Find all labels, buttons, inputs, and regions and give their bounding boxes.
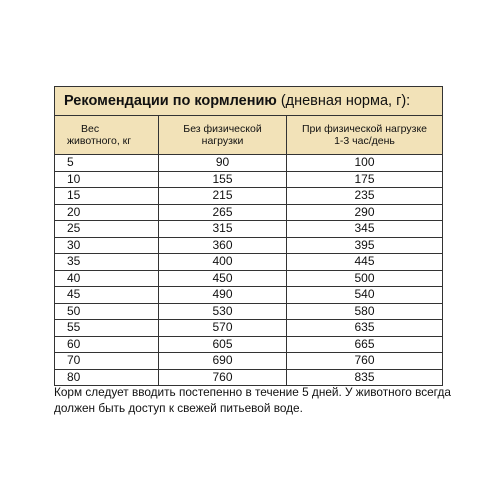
- table-row: [55, 254, 443, 271]
- column-header-activity: [287, 116, 443, 155]
- table-row: [55, 320, 443, 337]
- cell-activity: 100: [287, 155, 443, 172]
- table-row: [55, 155, 443, 172]
- cell-activity: 835: [287, 369, 443, 386]
- cell-activity: 395: [287, 237, 443, 254]
- table-title-bold: Рекомендации по кормлению: [64, 93, 277, 109]
- table-title: [55, 87, 443, 116]
- cell-no-activity: 690: [159, 353, 287, 370]
- table-row: [55, 221, 443, 238]
- column-header-no-activity-line2: нагрузки: [201, 135, 244, 147]
- cell-weight: 80: [55, 369, 159, 386]
- cell-activity: 760: [287, 353, 443, 370]
- table-row: [55, 188, 443, 205]
- table-row: [55, 171, 443, 188]
- cell-no-activity: 570: [159, 320, 287, 337]
- cell-no-activity: 400: [159, 254, 287, 271]
- cell-activity: 500: [287, 270, 443, 287]
- cell-activity: 540: [287, 287, 443, 304]
- cell-no-activity: 265: [159, 204, 287, 221]
- cell-activity: 175: [287, 171, 443, 188]
- table-row: [55, 353, 443, 370]
- feeding-note: Корм следует вводить постепенно в течение 5 дней. У животного всегда должен быть доступ к свежей питьевой воде.: [54, 385, 451, 415]
- cell-weight: 55: [55, 320, 159, 337]
- cell-weight: 20: [55, 204, 159, 221]
- cell-activity: 445: [287, 254, 443, 271]
- cell-weight: 15: [55, 188, 159, 205]
- feeding-recommendations-table: [54, 86, 443, 386]
- table-row: [55, 336, 443, 353]
- table-row: [55, 270, 443, 287]
- cell-weight: 70: [55, 353, 159, 370]
- cell-weight: 45: [55, 287, 159, 304]
- table-row: [55, 287, 443, 304]
- cell-weight: 30: [55, 237, 159, 254]
- cell-activity: 345: [287, 221, 443, 238]
- table-title-row: [55, 87, 443, 116]
- cell-activity: 665: [287, 336, 443, 353]
- table-title-suffix: (дневная норма, г):: [276, 93, 411, 109]
- cell-no-activity: 450: [159, 270, 287, 287]
- column-header-no-activity-line1: Без физической: [183, 123, 262, 135]
- cell-no-activity: 530: [159, 303, 287, 320]
- column-header-weight-line1: Вес: [81, 123, 100, 135]
- column-header-activity-line1: При физической нагрузке: [301, 123, 428, 135]
- table-row: [55, 204, 443, 221]
- feeding-table-container: [54, 86, 442, 386]
- cell-weight: 10: [55, 171, 159, 188]
- table-body: [55, 155, 443, 386]
- cell-activity: 580: [287, 303, 443, 320]
- cell-weight: 25: [55, 221, 159, 238]
- cell-no-activity: 490: [159, 287, 287, 304]
- column-header-weight: [55, 116, 159, 155]
- column-header-no-activity: [159, 116, 287, 155]
- table-row: [55, 237, 443, 254]
- cell-no-activity: 315: [159, 221, 287, 238]
- table-row: [55, 303, 443, 320]
- table-header-row: [55, 116, 443, 155]
- cell-no-activity: 360: [159, 237, 287, 254]
- cell-weight: 35: [55, 254, 159, 271]
- column-header-weight-line2: животного, кг: [67, 135, 132, 147]
- cell-no-activity: 215: [159, 188, 287, 205]
- cell-activity: 635: [287, 320, 443, 337]
- cell-no-activity: 760: [159, 369, 287, 386]
- column-header-activity-line2: 1-3 час/день: [334, 135, 395, 147]
- cell-weight: 50: [55, 303, 159, 320]
- cell-weight: 60: [55, 336, 159, 353]
- cell-activity: 235: [287, 188, 443, 205]
- cell-weight: 5: [55, 155, 159, 172]
- cell-no-activity: 90: [159, 155, 287, 172]
- cell-activity: 290: [287, 204, 443, 221]
- cell-no-activity: 605: [159, 336, 287, 353]
- cell-weight: 40: [55, 270, 159, 287]
- cell-no-activity: 155: [159, 171, 287, 188]
